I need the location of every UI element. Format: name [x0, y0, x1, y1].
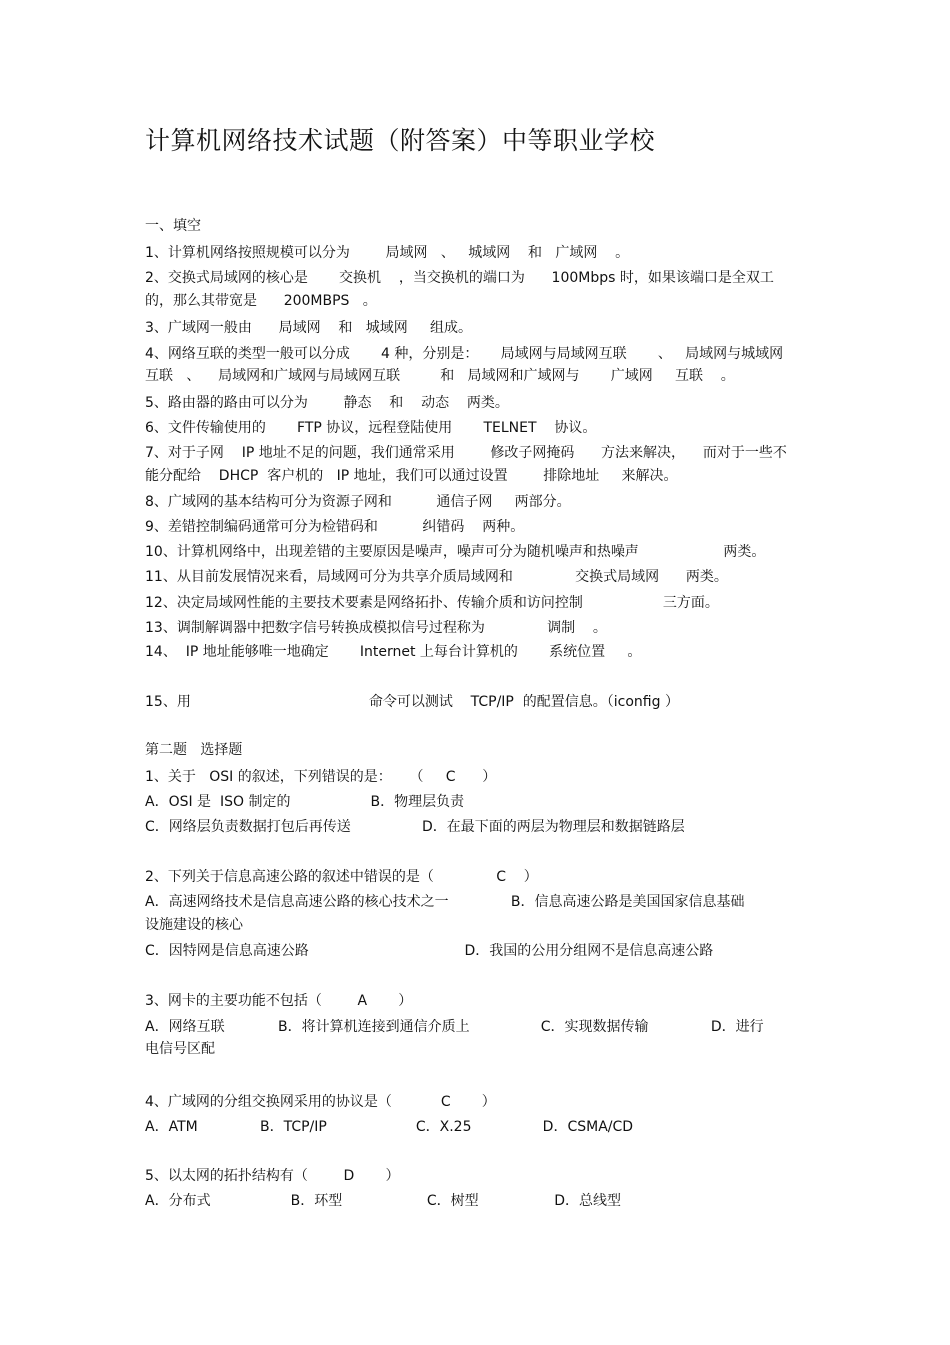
question-line: 5、路由器的路由可以分为 静态 和 动态 两类。: [145, 395, 509, 411]
question-line: 4、网络互联的类型一般可以分成 4 种，分别是： 局域网与局域网互联 、 局域网与城域网: [145, 346, 784, 362]
option-line: 电信号区配: [145, 1041, 215, 1057]
option-line: A．高速网络技术是信息高速公路的核心技术之一 B．信息高速公路是美国国家信息基础: [145, 894, 745, 910]
question-line: 的，那么其带宽是 200MBPS 。: [145, 293, 377, 309]
question-line: 2、交换式局域网的核心是 交换机 ，当交换机的端口为 100Mbps 时，如果该端口是全双工: [145, 270, 774, 286]
question-line: 12、决定局域网性能的主要技术要素是网络拓扑、传输介质和访问控制 三方面。: [145, 595, 719, 611]
option-line: A．分布式 B．环型 C．树型 D．总线型: [145, 1193, 622, 1209]
option-line: A．网络互联 B．将计算机连接到通信介质上 C．实现数据传输 D．进行: [145, 1019, 764, 1035]
question-line: 10、计算机网络中，出现差错的主要原因是噪声，噪声可分为随机噪声和热噪声 两类。: [145, 544, 766, 560]
question-line: 13、调制解调器中把数字信号转换成模拟信号过程称为 调制 。: [145, 620, 607, 636]
question-line: 9、差错控制编码通常可分为检错码和 纠错码 两种。: [145, 519, 525, 535]
question-line: 3、广域网一般由 局域网 和 城域网 组成。: [145, 320, 473, 336]
question-line: 7、对于子网 IP 地址不足的问题，我们通常采用 修改子网掩码 方法来解决， 而对于一些不: [145, 445, 787, 461]
option-line: A．OSI 是 ISO 制定的 B．物理层负责: [145, 794, 465, 810]
question-line: 11、从目前发展情况来看，局域网可分为共享介质局域网和 交换式局域网 两类。: [145, 569, 728, 585]
question-line: 1、关于 OSI 的叙述，下列错误的是： （ C ）: [145, 769, 497, 785]
question-line: 4、广域网的分组交换网采用的协议是（ C ）: [145, 1094, 496, 1110]
question-line: 能分配给 DHCP 客户机的 IP 地址，我们可以通过设置 排除地址 来解决。: [145, 468, 678, 484]
option-line: C．网络层负责数据打包后再传送 D．在最下面的两层为物理层和数据链路层: [145, 819, 685, 835]
option-line: C．因特网是信息高速公路 D．我国的公用分组网不是信息高速公路: [145, 943, 714, 959]
option-line: 设施建设的核心: [145, 917, 243, 933]
section-heading-fill-blank: 一、填空: [145, 218, 201, 234]
question-line: 14、 IP 地址能够唯一地确定 Internet 上每台计算机的 系统位置 。: [145, 644, 642, 660]
question-line: 1、计算机网络按照规模可以分为 局域网 、 城域网 和 广域网 。: [145, 245, 630, 261]
question-line: 6、文件传输使用的 FTP 协议，远程登陆使用 TELNET 协议。: [145, 420, 597, 436]
option-line: A．ATM B．TCP/IP C．X.25 D．CSMA/CD: [145, 1119, 634, 1135]
question-line: 15、用 命令可以测试 TCP/IP 的配置信息。（iconfig ）: [145, 694, 679, 710]
question-line: 8、广域网的基本结构可分为资源子网和 通信子网 两部分。: [145, 494, 571, 510]
section-heading-multiple-choice: 第二题 选择题: [145, 742, 243, 758]
page-title: 计算机网络技术试题（附答案）中等职业学校: [145, 126, 656, 155]
question-line: 3、网卡的主要功能不包括（ A ）: [145, 993, 413, 1009]
question-line: 互联 、 局域网和广域网与局域网互联 和 局域网和广域网与 广域网 互联 。: [145, 368, 735, 384]
question-line: 5、以太网的拓扑结构有（ D ）: [145, 1168, 400, 1184]
question-line: 2、下列关于信息高速公路的叙述中错误的是（ C ）: [145, 869, 538, 885]
